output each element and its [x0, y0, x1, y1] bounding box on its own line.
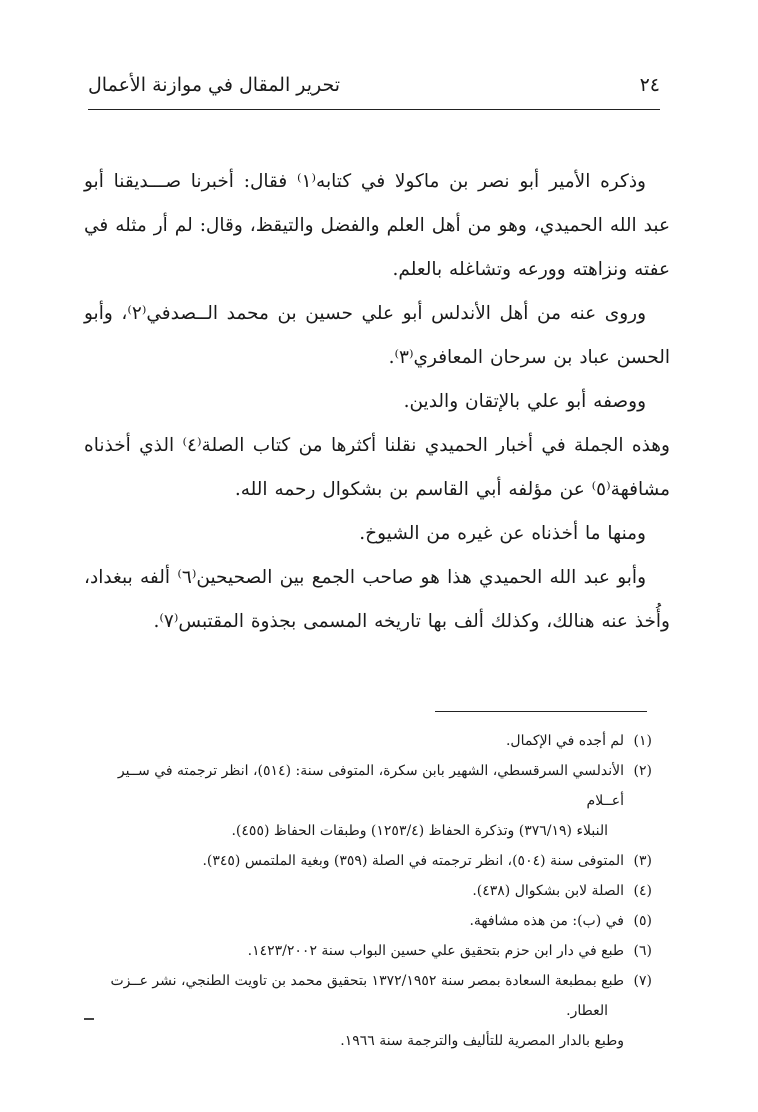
- footnote-item: [78, 906, 652, 936]
- footnote-text: لم أجده في الإكمال.: [505, 733, 624, 749]
- page-number: ٢٤: [639, 74, 660, 96]
- footnote-item: [78, 726, 652, 756]
- running-title: تحرير المقال في موازنة الأعمال: [88, 74, 341, 96]
- footnote-text: في (ب): من هذه مشافهة.: [469, 913, 624, 929]
- footnote-text: الأندلسي السرقسطي، الشهير بابن سكرة، المتوفى سنة: (٥١٤)، انظر ترجمته في ســير أعــلام: [117, 763, 624, 809]
- footnote-number: (٤): [633, 883, 652, 899]
- footnote-number: (٥): [633, 913, 652, 929]
- footnote-item: [78, 966, 652, 1026]
- footnote-separator: [435, 711, 647, 712]
- paragraph-sila-source: وهذه الجملة في أخبار الحميدي نقلنا أكثرها من كتاب الصلة⁽٤⁾ الذي أخذناه مشافهة⁽٥⁾ عن مؤلفه أبي القاسم بن بشكوال رحمه الله.: [84, 435, 670, 500]
- page-corner-mark: [84, 1018, 94, 1020]
- paragraph-narrators: وروى عنه من أهل الأندلس أبو علي حسين بن محمد الــصدفي⁽٢⁾، وأبو الحسن عباد بن سرحان المعافري⁽٣⁾.: [84, 303, 670, 368]
- paragraph-ibn-makula: وذكره الأمير أبو نصر بن ماكولا في كتابه⁽١⁾ فقال: أخبرنا صـــديقنا أبو عبد الله الحميدي، وهو من أهل العلم والفضل والتيقظ، وقال: لم أر مثله في عفته ونزاهته وورعه وتشاغله بالعلم.: [84, 171, 670, 280]
- main-text: [84, 160, 670, 644]
- footnotes: [78, 726, 652, 1056]
- footnote-extra-note: وطبع بالدار المصرية للتأليف والترجمة سنة ١٩٦٦.: [340, 1033, 624, 1049]
- footnote-item: [78, 756, 652, 846]
- footnote-text: طبع بمطبعة السعادة بمصر سنة ١٣٧٢/١٩٥٢ بتحقيق محمد بن تاويت الطنجي، نشر عــزت: [110, 973, 624, 989]
- footnote-text: المتوفى سنة (٥٠٤)، انظر ترجمته في الصلة (٣٥٩) وبغية الملتمس (٣٤٥).: [202, 853, 624, 869]
- footnote-item: [78, 936, 652, 966]
- footnote-continuation: العطار.: [566, 1003, 608, 1019]
- footnote-number: (٦): [633, 943, 652, 959]
- footnote-number: (٣): [633, 853, 652, 869]
- footnote-number: (١): [633, 733, 652, 749]
- footnote-number: (٢): [633, 763, 652, 779]
- footnote-item: [78, 876, 652, 906]
- footnote-text: الصلة لابن بشكوال (٤٣٨).: [472, 883, 624, 899]
- footnote-number: (٧): [633, 973, 652, 989]
- paragraph-other-shaykhs: ومنها ما أخذناه عن غيره من الشيوخ.: [359, 523, 646, 544]
- running-header: [88, 66, 660, 110]
- paragraph-description: ووصفه أبو علي بالإتقان والدين.: [403, 391, 646, 412]
- footnote-text: طبع في دار ابن حزم بتحقيق علي حسين البواب سنة ١٤٢٣/٢٠٠٢.: [247, 943, 624, 959]
- header-rule: [88, 109, 660, 110]
- footnote-item: [78, 846, 652, 876]
- footnote-continuation: النبلاء (٣٧٦/١٩) وتذكرة الحفاظ (١٢٥٣/٤) وطبقات الحفاظ (٤٥٥).: [231, 823, 608, 839]
- paragraph-jam-bayn-sahihayn: وأبو عبد الله الحميدي هذا هو صاحب الجمع بين الصحيحين⁽٦⁾ ألفه ببغداد، وأُخذ عنه هنالك، وكذلك ألف بها تاريخه المسمى بجذوة المقتبس⁽٧⁾.: [84, 567, 670, 632]
